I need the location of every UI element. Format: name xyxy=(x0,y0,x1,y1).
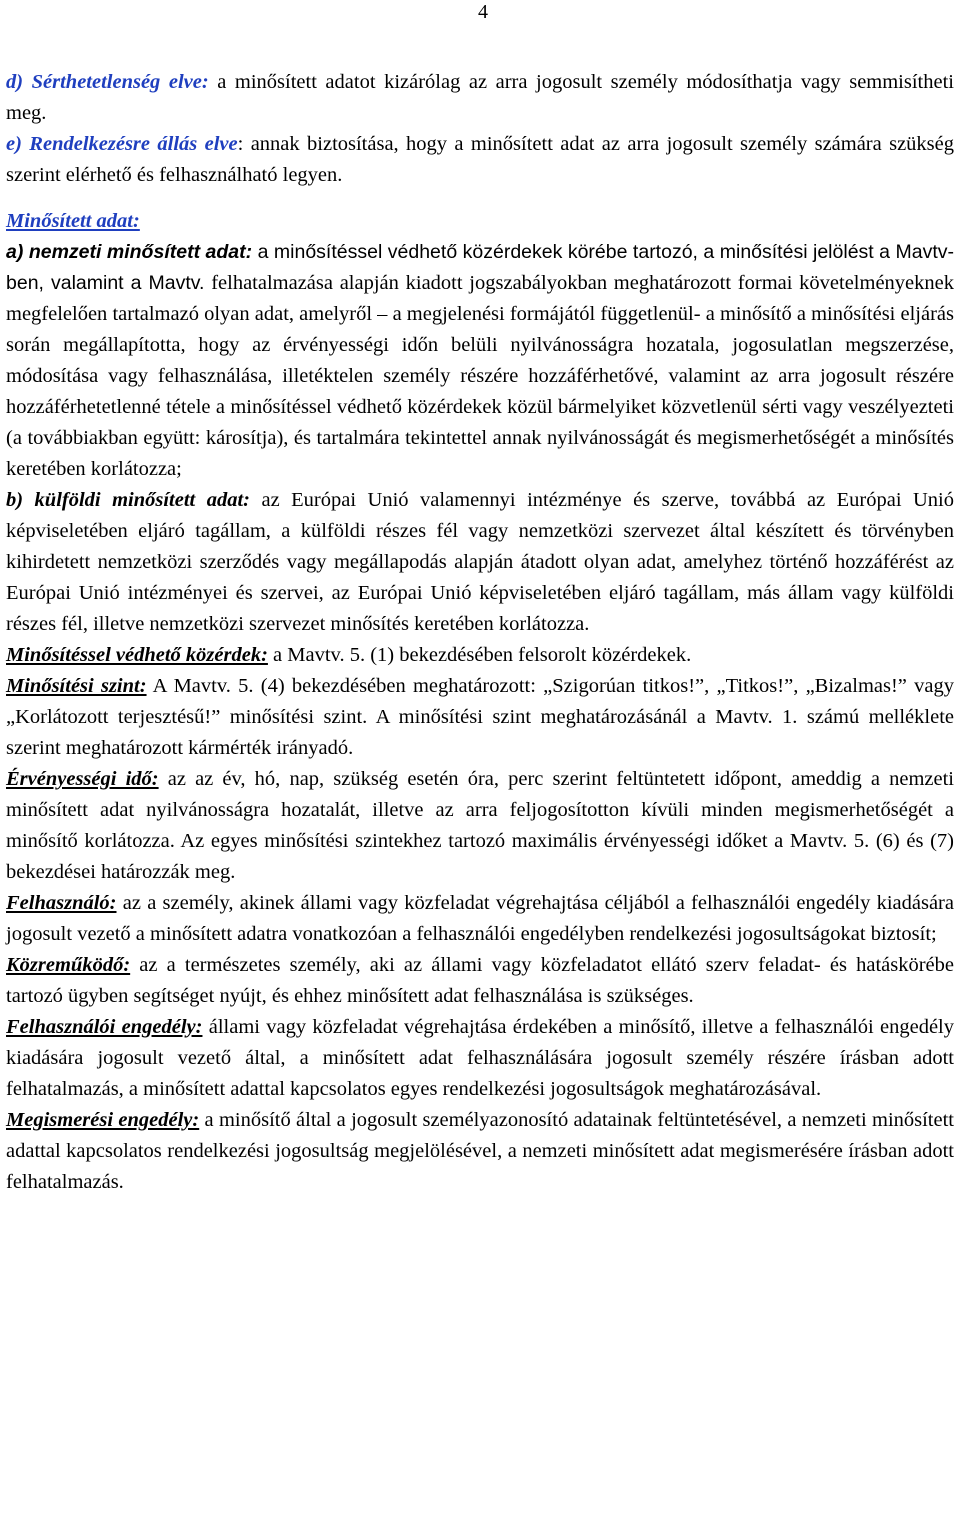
definition-b-term: b) külföldi minősített adat: xyxy=(6,489,250,511)
definition-text: állami vagy közfeladat végrehajtása érdekében a minősítő, illetve a felhasználói engedély kiadására jogosult vezető által, a minősített adat felhasználására jogosult személy részére írásban adott felhatalmazás, a minősített adattal kapcsolatos egyes rendelkezési jogosultságok meghatározásával. xyxy=(6,1016,954,1100)
definition-text: az az év, hó, nap, szükség esetén óra, perc szerint feltüntetett időpont, ameddig a nemzeti minősített adat nyilvánosságra hozatalát, illetve az arra feljogosítotton kívüli minden megismerhetőségét a minősítő korlátozza. Az egyes minősítési szintekhez tartozó maximális érvényességi időket a Mavtv. 5. (6) és (7) bekezdései határozzák meg. xyxy=(6,768,954,883)
principle-d-text: a minősített adatot kizárólag az arra jogosult személy módosíthatja vagy semmisítheti meg. xyxy=(6,71,954,124)
minositett-adat-heading xyxy=(6,206,954,237)
definition-term: Felhasználói engedély: xyxy=(6,1016,203,1038)
principle-e-term: e) Rendelkezésre állás elve xyxy=(6,133,238,155)
definition-kozremukodo xyxy=(6,950,954,1012)
definition-term: Közreműködő: xyxy=(6,954,131,976)
definition-term: Megismerési engedély: xyxy=(6,1109,200,1131)
definition-a-text: felhatalmazása alapján kiadott jogszabályokban meghatározott formai követelményeknek megfelelően tartalmazó olyan adat, amelyről – a megjelenési formájától függetlenül- a minősítő a minősítési eljárás során megállapította, hogy az érvényességi időn belüli nyilvánosságra hozatala, jogosulatlan megszerzése, módosítása vagy felhasználása, illetéktelen személy részére hozzáférhetővé, valamint az arra jogosult részére hozzáférhetetlenné tétele a minősítéssel védhető közérdekek közül bármelyiket közvetlenül sérti vagy veszélyezteti (a továbbiakban együtt: károsítja), és tartalmára tekintettel annak nyilvánosságát és megismerhetőségét a minősítés keretében korlátozza; xyxy=(6,272,954,480)
definition-felhasznalo xyxy=(6,888,954,950)
page-number: 4 xyxy=(478,1,488,23)
definition-text: a Mavtv. 5. (1) bekezdésében felsorolt közérdekek. xyxy=(267,644,692,666)
definition-megismeresi-engedely xyxy=(6,1105,954,1198)
definition-text: az a személy, akinek állami vagy közfeladat végrehajtása céljából a felhasználói engedély kiadására jogosult vezető a minősített adatra vonatkozóan a felhasználói engedélyben rendelkezési jogosultságokat biztosít; xyxy=(6,892,954,945)
definition-text: A Mavtv. 5. (4) bekezdésében meghatározott: „Szigorúan titkos!”, „Titkos!”, „Bizalmas!” vagy „Korlátozott terjesztésű!” minősítési szint. A minősítési szint meghatározásánál a Mavtv. 1. számú melléklete szerint meghatározott kármérték irányadó. xyxy=(6,675,954,759)
definition-term: Felhasználó: xyxy=(6,892,117,914)
definition-term: Minősítéssel védhető közérdek: xyxy=(6,644,268,666)
principle-d-term: d) Sérthetetlenség elve: xyxy=(6,71,209,93)
document-body xyxy=(6,67,954,1198)
definition-b-kulfoldi xyxy=(6,485,954,640)
definition-a-nemzeti xyxy=(6,237,954,485)
definition-text: a minősítő által a jogosult személyazonosító adatainak feltüntetésével, a nemzeti minősített adattal kapcsolatos rendelkezési jogosultság megjelölésével, a nemzeti minősített adat megismerésére írásban adott felhatalmazás. xyxy=(6,1109,954,1193)
principle-d xyxy=(6,67,954,129)
definition-a-term: a) nemzeti minősített adat: xyxy=(6,241,253,263)
definition-term: Minősítési szint: xyxy=(6,675,147,697)
section-heading: Minősített adat: xyxy=(6,210,140,232)
definition-felhasznaloi-engedely xyxy=(6,1012,954,1105)
definition-ervenyessegi-ido xyxy=(6,764,954,888)
definition-kozerdek xyxy=(6,640,954,671)
definition-a-text-sans: a minősítéssel védhető közérdekek körébe tartozó, a minősítési jelölést a Mavtv-ben, valamint a Mavtv. xyxy=(6,241,954,294)
definition-minositesi-szint xyxy=(6,671,954,764)
principle-e xyxy=(6,129,954,191)
principle-e-text: : annak biztosítása, hogy a minősített adat az arra jogosult személy számára szükség szerint elérhető és felhasználható legyen. xyxy=(6,133,955,186)
definition-text: az a természetes személy, aki az állami vagy közfeladatot ellátó szerv feladat- és hatáskörébe tartozó ügyben segítséget nyújt, és ehhez minősített adat felhasználása is szükséges. xyxy=(6,954,954,1007)
definition-term: Érvényességi idő: xyxy=(6,768,159,790)
definition-b-text: az Európai Unió valamennyi intézménye és szerve, továbbá az Európai Unió képviseletében eljáró tagállam, a külföldi részes fél vagy nemzetközi szervezet által készített és törvényben kihirdetett nemzetközi szerződés vagy megállapodás alapján átadott olyan adat, amelyhez történő hozzáférést az Európai Unió intézményei és szervei, az Európai Unió képviseletében eljáró tagállam, más állam vagy külföldi részes fél, illetve nemzetközi szervezet minősítés keretében korlátozza. xyxy=(6,489,954,635)
